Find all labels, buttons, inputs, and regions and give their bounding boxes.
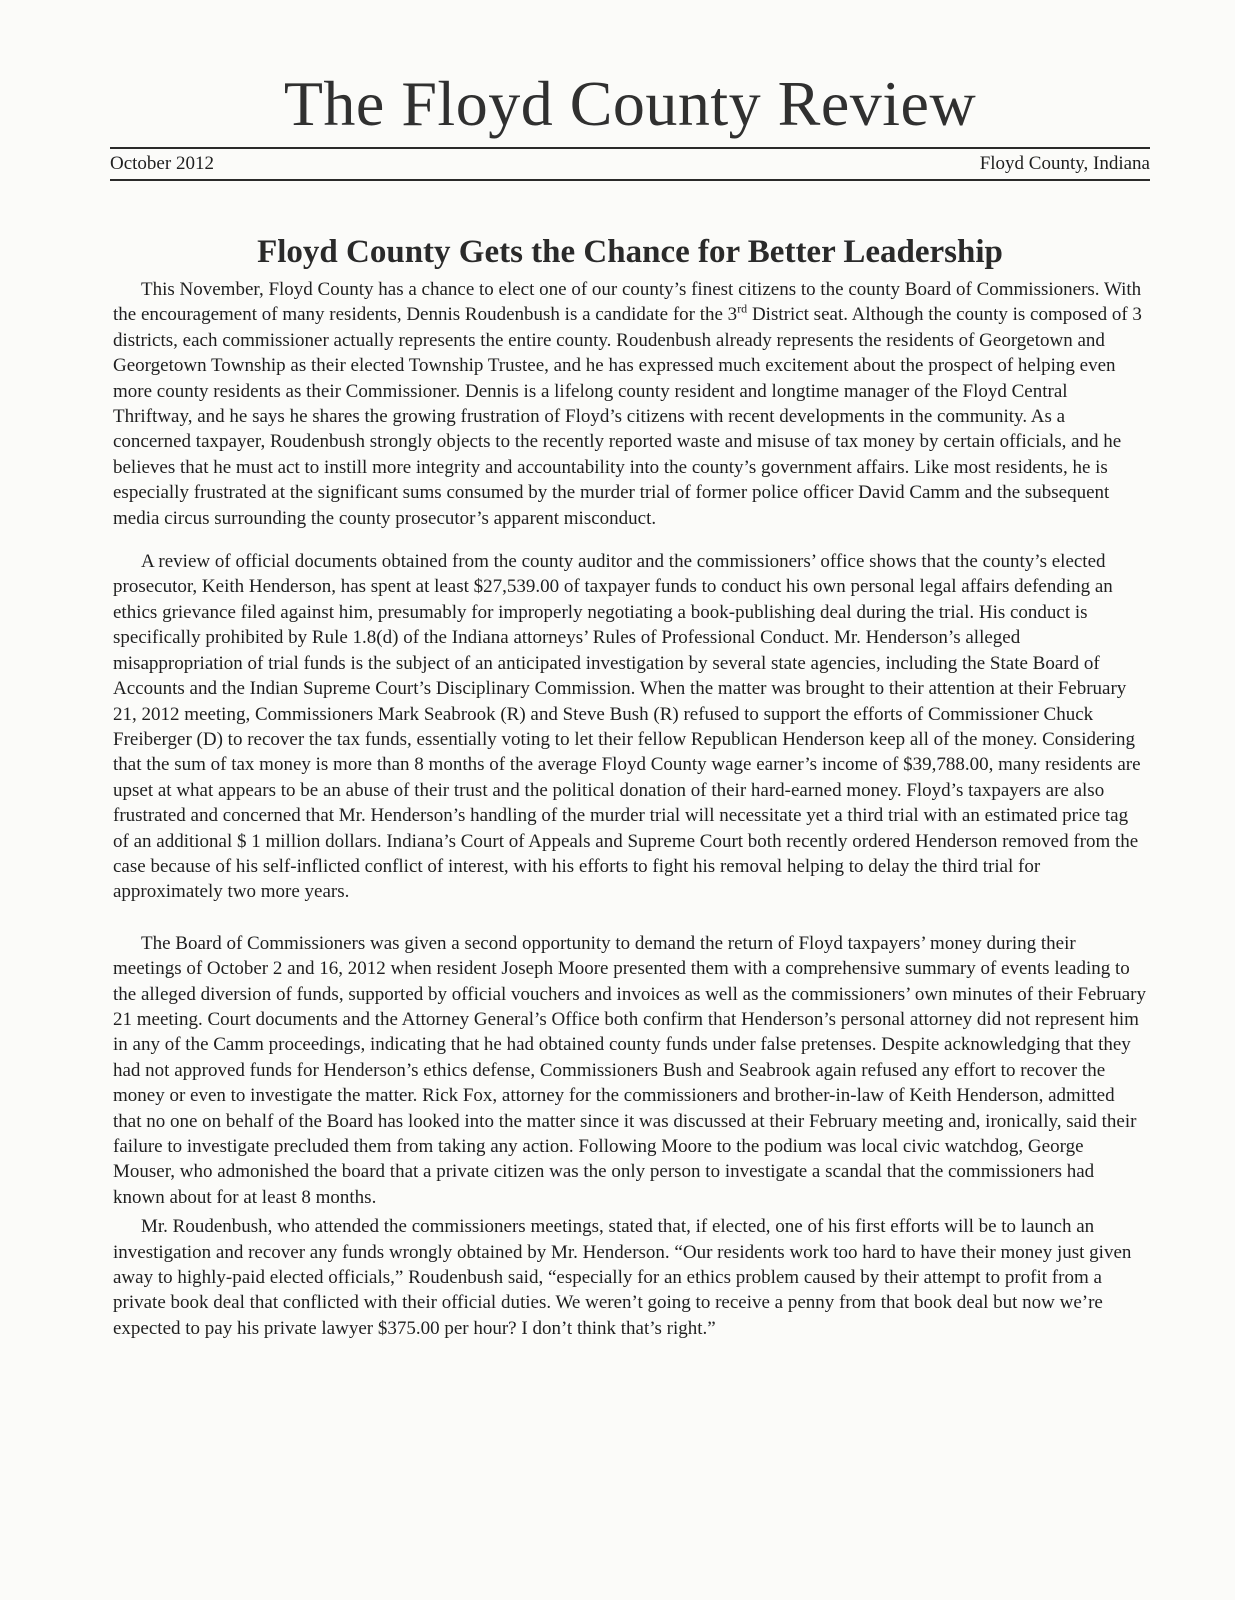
paragraph-text: This November, Floyd County has a chance to elect one of our county’s finest citizens to the county Board of Commissioners. With the encouragement of many residents, Dennis Roudenbush is a candidate for the 3 — [113, 279, 1142, 326]
article-paragraph: Mr. Roudenbush, who attended the commissioners meetings, stated that, if elected, one of his first efforts will be to launch an investigation and recover any funds wrongly obtained by Mr. Henderson. “Our residents work too hard to have their money just given away to highly-paid elected officials,” Roudenbush said, “especially for an ethics problem caused by their attempt to profit from a private book deal that conflicted with their official duties. We weren’t going to receive a penny from that book deal but now we’re expected to pay his private lawyer $375.00 per hour? I don’t think that’s right.” — [113, 1216, 1132, 1339]
paragraph-text: District seat. Although the county is composed of 3 districts, each commissioner actually represents the entire county. Roudenbush already represents the residents of Georgetown and Georgetown Township as their elected Township Trustee, and he has expressed much excitement about the prospect of helping even more county residents as their Commissioner. Dennis is a lifelong county resident and longtime manager of the Floyd Central Thriftway, and he says he shares the growing frustration of Floyd’s citizens with recent developments in the community. As a concerned taxpayer, Roudenbush strongly objects to the recently reported waste and misuse of tax money by certain officials, and he believes that he must act to instill more integrity and accountability into the county’s government affairs. Like most residents, he is especially frustrated at the significant sums consumed by the murder trial of former police officer David Camm and the subsequent media circus surrounding the county prosecutor’s apparent misconduct. — [113, 304, 1142, 529]
issue-location: Floyd County, Indiana — [979, 153, 1150, 174]
article-paragraph — [113, 277, 1147, 531]
masthead-title: The Floyd County Review — [283, 68, 977, 139]
article-headline: Floyd County Gets the Chance for Better Leadership — [257, 234, 1003, 271]
masthead-rule-bottom — [110, 179, 1150, 181]
article-body — [113, 277, 1147, 1341]
ordinal-suffix: rd — [737, 302, 748, 317]
article-paragraph: A review of official documents obtained from the county auditor and the commissioners’ office shows that the county’s elected prosecutor, Keith Henderson, has spent at least $27,539.00 of taxpayer funds to conduct his own personal legal affairs defending an ethics grievance filed against him, presumably for improperly negotiating a book-publishing deal during the trial. His conduct is specifically prohibited by Rule 1.8(d) of the Indiana attorneys’ Rules of Professional Conduct. Mr. Henderson’s alleged misappropriation of trial funds is the subject of an anticipated investigation by several state agencies, including the State Board of Accounts and the Indian Supreme Court’s Disciplinary Commission. When the matter was brought to their attention at their February 21, 2012 meeting, Commissioners Mark Seabrook (R) and Steve Bush (R) refused to support the efforts of Commissioner Chuck Freiberger (D) to recover the tax funds, essentially voting to let their fellow Republican Henderson keep all of the money. Considering that the sum of tax money is more than 8 months of the average Floyd County wage earner’s income of $39,788.00, many residents are upset at what appears to be an abuse of their trust and the political donation of their hard-earned money. Floyd’s taxpayers are also frustrated and concerned that Mr. Henderson’s handling of the murder trial will necessitate yet a third trial with an estimated price tag of an additional $ 1 million dollars. Indiana’s Court of Appeals and Supreme Court both recently ordered Henderson removed from the case because of his self-inflicted conflict of interest, with his efforts to fight his removal helping to delay the third trial for approximately two more years. — [113, 551, 1141, 903]
article-paragraph: The Board of Commissioners was given a second opportunity to demand the return of Floyd taxpayers’ money during their meetings of October 2 and 16, 2012 when resident Joseph Moore presented them with a comprehensive summary of events leading to the alleged diversion of funds, supported by official vouchers and invoices as well as the commissioners’ own minutes of their February 21 meeting. Court documents and the Attorney General’s Office both confirm that Henderson’s personal attorney did not represent him in any of the Camm proceedings, indicating that he had obtained county funds under false pretenses. Despite acknowledging that they had not approved funds for Henderson’s ethics defense, Commissioners Bush and Seabrook again refused any effort to recover the money or even to investigate the matter. Rick Fox, attorney for the commissioners and brother-in-law of Keith Henderson, admitted that no one on behalf of the Board has looked into the matter since it was discussed at their February meeting and, ironically, said their failure to investigate precluded them from taking any action. Following Moore to the podium was local civic watchdog, George Mouser, who admonished the board that a private citizen was the only person to investigate a scandal that the commissioners had known about for at least 8 months. — [113, 932, 1146, 1208]
masthead-rule-top — [110, 147, 1150, 149]
dateline — [110, 151, 1150, 177]
issue-date: October 2012 — [110, 153, 214, 174]
